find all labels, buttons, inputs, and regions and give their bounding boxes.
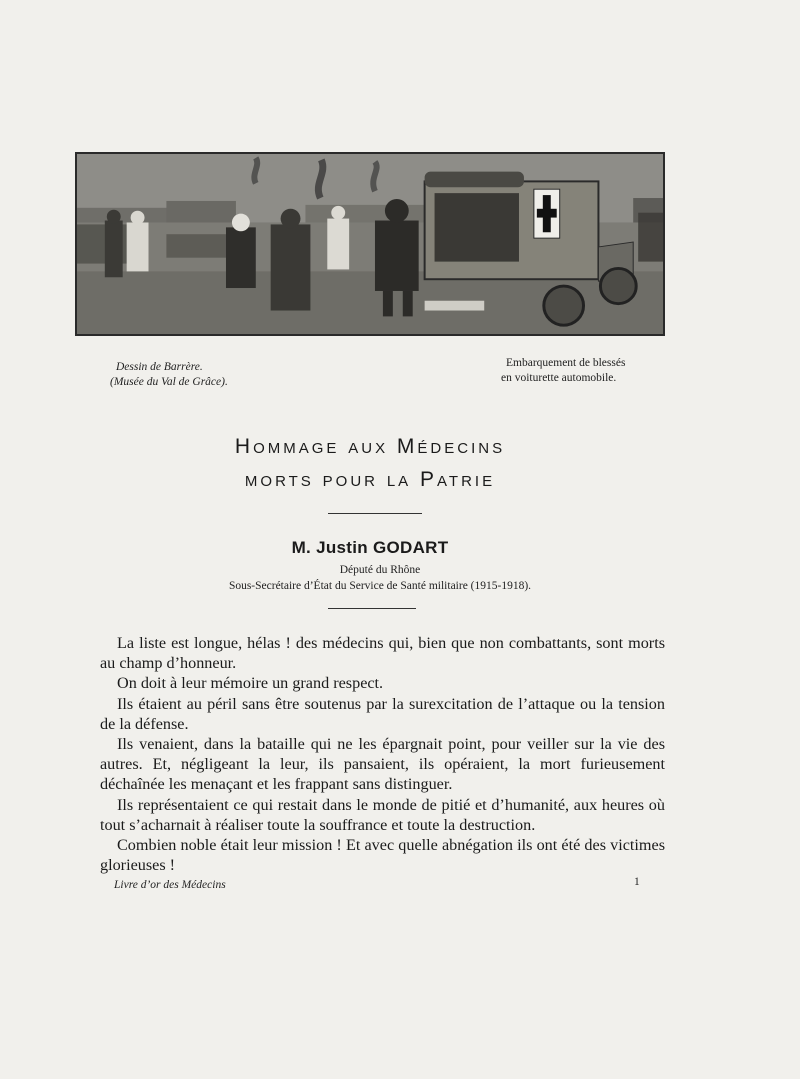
paragraph: Ils représentaient ce qui restait dans le monde de pitié et d’humanité, aux heures où tout s’acharnait à réaliser toute la souffrance et toute la destruction. [100, 795, 665, 834]
page-title-line-1: Hommage aux Médecins [234, 435, 506, 458]
author-role-secretary: Sous-Secrétaire d’État du Service de Santé militaire (1915-1918). [228, 580, 532, 592]
article-body [100, 633, 665, 875]
credit-artist: Dessin de Barrère. [116, 361, 203, 373]
red-cross-ambulance-illustration [77, 154, 663, 334]
paragraph: On doit à leur mémoire un grand respect. [117, 674, 384, 693]
page-number: 1 [634, 876, 640, 888]
credit-museum: (Musée du Val de Grâce). [110, 376, 228, 388]
paragraph: Combien noble était leur mission ! Et avec quelle abnégation ils ont été des victimes glorieuses ! [100, 836, 665, 875]
paragraph: Ils venaient, dans la bataille qui ne les épargnait point, pour veiller sur la vie des autres. Et, négligeant la leur, ils pansaient, ils opéraient, la mort furieusement déchaînée les menaçant et les frappant sans distinguer. [100, 735, 665, 794]
paragraph: La liste est longue, hélas ! des médecins qui, bien que non combattants, sont morts au champ d’honneur. [100, 634, 665, 673]
illustration-caption [501, 356, 626, 386]
illustration-credit [110, 360, 228, 390]
author-role-deputy: Député du Rhône [339, 564, 421, 576]
divider [328, 513, 422, 514]
caption-line-1: Embarquement de blessés [506, 357, 626, 369]
page-title-line-2: morts pour la Patrie [244, 468, 496, 491]
paragraph: Ils étaient au péril sans être soutenus par la surexcitation de l’attaque ou la tension de la défense. [100, 694, 665, 733]
caption-line-2: en voiturette automobile. [501, 372, 617, 384]
author-name: M. Justin GODART [291, 538, 449, 557]
footer-book-title: Livre d’or des Médecins [114, 879, 226, 891]
divider [328, 608, 416, 609]
ambulance-illustration [75, 152, 665, 336]
